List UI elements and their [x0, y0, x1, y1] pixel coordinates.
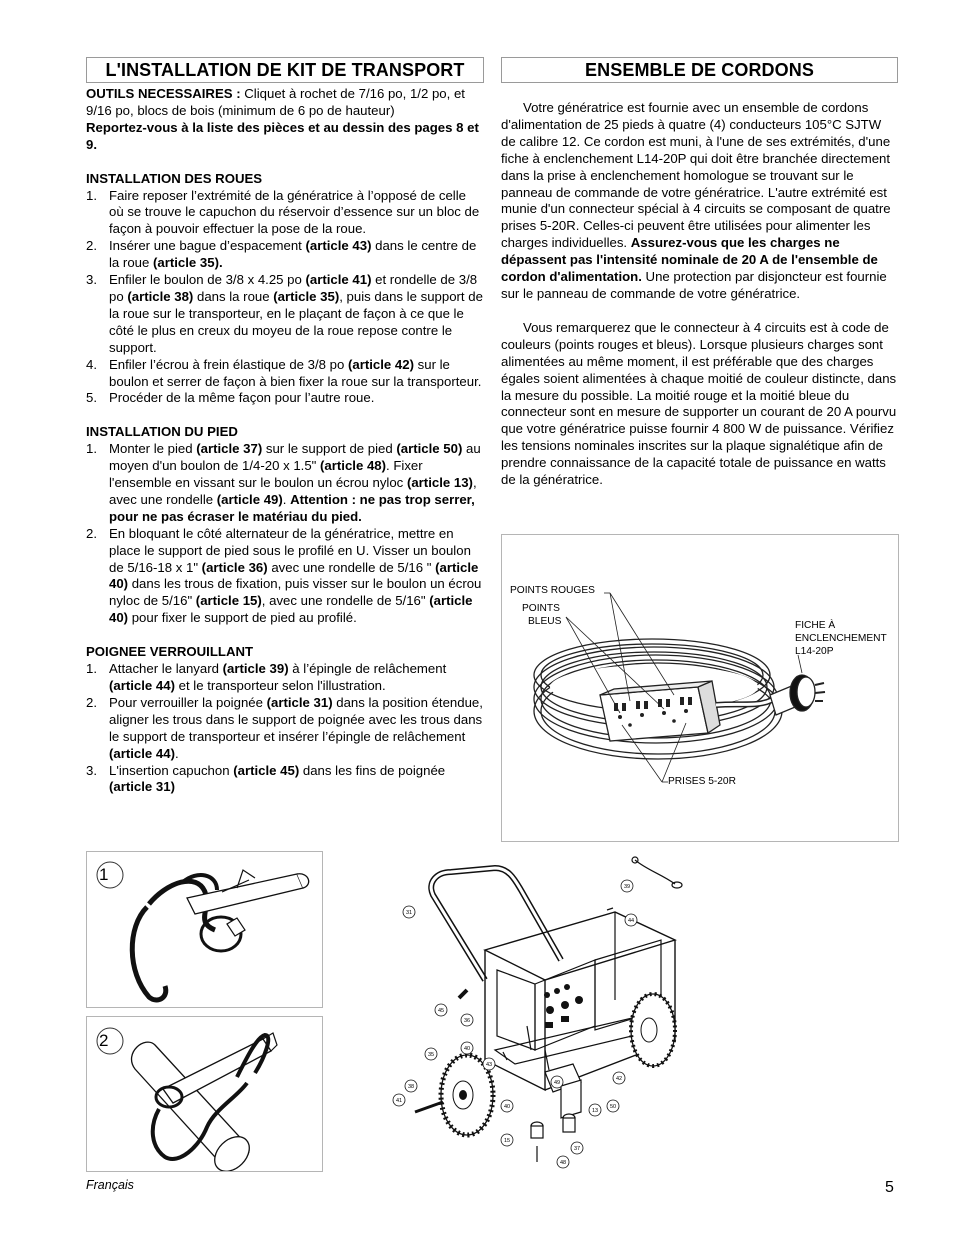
bold-run: (article 38) [127, 288, 194, 304]
part-callout-49: 49 [553, 1080, 561, 1086]
bold-run: (article 43) [305, 238, 372, 254]
exploded-parts-diagram [385, 850, 720, 1180]
text-run: Enfiler le boulon de 3/8 x 4.25 po [109, 272, 306, 288]
bold-run: (article 45) [233, 762, 300, 778]
refer-note: Reportez-vous à la liste des pièces et au dessin des pages 8 et 9. [86, 119, 479, 152]
text-run: au moyen d'un boulon de 1/4-20 x 1.5" [109, 441, 481, 474]
part-callout-42: 42 [615, 1076, 623, 1082]
text-run: . Fixer l'ensemble en vissant sur le boulon un écrou nyloc [109, 458, 423, 491]
part-callout-35: 35 [427, 1052, 435, 1058]
part-callout-48: 48 [559, 1160, 567, 1166]
page-number: 5 [885, 1179, 894, 1196]
text-run: Procéder de la même façon pour l’autre roue. [109, 390, 375, 406]
part-callout-38: 38 [407, 1084, 415, 1090]
plug-label-2: ENCLENCHEMENT [795, 633, 887, 644]
text-run: Insérer une bague d’espacement [109, 238, 306, 254]
step-number: 1. [86, 441, 97, 457]
bold-run: (article 35) [273, 288, 340, 304]
text-run: , puis dans le support de la roue sur le transporteur, en le plaçant de façon à ce que le côté le plus en creux du moyeu de la roue repose contre le support. [109, 288, 483, 355]
text-run: et rondelle de 3/8 po [109, 272, 478, 304]
bold-run: (article 40) [109, 559, 479, 592]
step-item [86, 763, 484, 797]
blue-dots-label-2: BLEUS [528, 616, 562, 627]
text-run: Attacher le lanyard [109, 661, 223, 677]
bold-run: (article 36) [201, 559, 268, 575]
part-callout-43: 43 [485, 1062, 493, 1068]
footer-language: Français [86, 1178, 134, 1192]
lanyard-figure-2 [86, 1016, 323, 1172]
bold-run: (article 44) [109, 745, 175, 761]
bold-run: (article 42) [348, 356, 414, 372]
bold-run: Assurez-vous que les charges ne dépassent pas l'intensité nominale de 20 A de l'ensemble de cordon d'alimentation. [501, 235, 878, 285]
step-number: 2. [86, 694, 97, 710]
lanyard-pin-illustration-1 [87, 852, 322, 1007]
text-run: En bloquant le côté alternateur de la génératrice, mettre en place le support de pied sous le profilé en U. Visser un boulon de 5/16-18 x 1" [109, 525, 471, 575]
step-number: 4. [86, 356, 97, 372]
step-number: 3. [86, 272, 97, 288]
part-callout-45: 45 [437, 1008, 445, 1014]
handle-heading: POIGNEE VERROUILLANT [86, 644, 254, 660]
text-run: dans la position étendue, aligner les trous dans le support de poignée avec les trous dans le support de transporteur et insérer l’épingle de relâchement [109, 694, 483, 744]
bold-run: (article 35). [153, 255, 223, 271]
text-run: , avec une rondelle de 5/16" [261, 593, 430, 609]
wheels-heading: INSTALLATION DES ROUES [86, 170, 263, 186]
tools-paragraph [86, 86, 484, 120]
text-run: sur le boulon et serrer de façon à bien fixer la roue sur la transporteur. [109, 356, 482, 389]
text-run: Votre génératrice est fournie avec un ensemble de cordons d'alimentation de 25 pieds à quatre (4) conducteurs 105°C SJTW de calibre 12. Ce cordon est muni, à l'une de ses extrémités, d'une fiche à enclenchement L14-20P qui doit être branchée directement dans la prise à enclenchement homologue se trouvant sur le panneau de commande de votre génératrice. L'autre extrémité est munie d'un connecteur spécial à 4 circuits se composant de quatre prises 5-20R. Celles-ci peuvent être utilisées pour alimenter les charges individuelles. [501, 100, 891, 251]
part-callout-44: 44 [627, 918, 635, 924]
tools-label: OUTILS NECESSAIRES : [86, 86, 241, 101]
step-item [86, 390, 484, 407]
cord-paragraph-2: Vous remarquerez que le connecteur à 4 circuits est à code de couleurs (points rouges et bleus). Lorsque plusieurs charges sont alimentées au même moment, il est préférable que des charges égales soient alimentées à chaque moitié de couleur distincte, dans la mesure du possible. La moitié rouge et la moitié bleue du connecteur sont en mesure de supporter un courant de 20 A pourvu que votre génératrice puisse fournir 4 800 W de puissance. Vérifiez les tensions nominales inscrites sur la plaque signalétique afin de prendre connaissance de la capacité totale de puissance en watts de la génératrice. [501, 319, 897, 488]
step-item [86, 526, 484, 627]
step-item [86, 238, 484, 272]
part-callout-40: 40 [503, 1104, 511, 1110]
text-run: dans le centre de la roue [109, 238, 477, 271]
generator-exploded-view [385, 850, 720, 1180]
plug-label-1: FICHE À [795, 620, 836, 631]
bold-run: (article 13) [406, 475, 473, 491]
part-callout-50: 50 [609, 1104, 617, 1110]
text-run: et le transporteur selon l'illustration. [174, 678, 386, 693]
text-run: dans les fins de poignée [299, 762, 446, 778]
step-item [86, 695, 484, 763]
transport-kit-section [86, 57, 484, 796]
text-run: . [282, 491, 291, 507]
text-run: Pour verrouiller la poignée [109, 694, 267, 710]
wheels-steps [86, 188, 484, 408]
text-run: sur le support de pied [262, 441, 397, 457]
part-callout-41: 41 [395, 1098, 403, 1104]
text-run: pour fixer le support de pied au profilé. [128, 610, 357, 626]
blue-dots-label-1: POINTS [522, 603, 560, 614]
bold-run: Attention : ne pas trop serrer, pour ne pas écraser le matériau du pied. [109, 491, 475, 524]
text-run: à l’épingle de relâchement [288, 661, 447, 677]
bold-run: (article 41) [305, 272, 372, 288]
part-callout-36: 36 [463, 1018, 471, 1024]
tools-text: Cliquet à rochet de 7/16 po, 1/2 po, et 9/16 po, blocs de bois (minimum de 6 po de hauteur) [86, 86, 465, 118]
part-callout-31: 31 [405, 910, 413, 916]
bold-run: (article 40) [109, 593, 473, 626]
foot-heading: INSTALLATION DU PIED [86, 424, 238, 440]
transport-kit-title: L'INSTALLATION DE KIT DE TRANSPORT [86, 57, 484, 83]
bold-run: (article 15) [195, 593, 262, 609]
step-number: 2. [86, 525, 97, 541]
part-callout-39: 39 [623, 884, 631, 890]
outlets-label: PRISES 5-20R [668, 776, 736, 787]
bold-run: (article 39) [222, 661, 289, 677]
handle-steps [86, 661, 484, 796]
cord-set-figure [501, 534, 899, 842]
step-number: 2. [86, 238, 97, 254]
cord-paragraph-1 [501, 100, 898, 303]
step-number: 3. [86, 762, 97, 778]
part-callout-13: 13 [591, 1108, 599, 1114]
step-item [86, 661, 484, 695]
step-number: 1. [86, 661, 97, 677]
text-run: avec une rondelle de 5/16 " [267, 559, 436, 575]
step-item [86, 441, 484, 526]
bold-run: (article 44) [109, 678, 175, 693]
step-number: 1. [86, 187, 97, 203]
bold-run: (article 31) [109, 779, 175, 795]
cord-set-section [501, 57, 898, 489]
bold-run: (article 37) [196, 441, 263, 457]
text-run: Monter le pied [109, 441, 197, 457]
part-callout-40: 40 [463, 1046, 471, 1052]
step-item [86, 188, 484, 239]
part-callout-37: 37 [573, 1146, 581, 1152]
cord-set-title: ENSEMBLE DE CORDONS [501, 57, 898, 83]
red-dots-label: POINTS ROUGES [510, 585, 595, 596]
cord-illustration [502, 535, 898, 841]
foot-steps [86, 441, 484, 627]
text-run: dans les trous de fixation, puis visser sur le boulon un écrou nyloc de 5/16" [109, 576, 482, 609]
figure-1-number: 1 [99, 865, 109, 884]
step-number: 5. [86, 390, 97, 406]
step-item [86, 357, 484, 391]
figure-2-number: 2 [99, 1031, 109, 1050]
text-run: Faire reposer l’extrémité de la génératrice à l’opposé de celle où se trouve le capuchon du réservoir d’essence sur un bloc de façon à pouvoir effectuer la pose de la roue. [109, 187, 480, 237]
plug-label-3: L14-20P [795, 646, 834, 657]
step-item [86, 272, 484, 357]
bold-run: (article 50) [396, 441, 463, 457]
bold-run: (article 48) [320, 458, 387, 474]
text-run: dans la roue [193, 288, 274, 304]
text-run: Une protection par disjoncteur est fournie sur le panneau de commande de votre génératrice. [501, 269, 887, 301]
lanyard-figure-1 [86, 851, 323, 1008]
text-run: , avec une rondelle [109, 475, 477, 507]
text-run: . [174, 745, 179, 761]
text-run: Enfiler l’écrou à frein élastique de 3/8 po [109, 356, 348, 372]
lanyard-pin-illustration-2 [87, 1017, 322, 1171]
part-callout-15: 15 [503, 1138, 511, 1144]
text-run: L'insertion capuchon [109, 762, 234, 778]
bold-run: (article 49) [216, 491, 283, 507]
bold-run: (article 31) [266, 694, 333, 710]
